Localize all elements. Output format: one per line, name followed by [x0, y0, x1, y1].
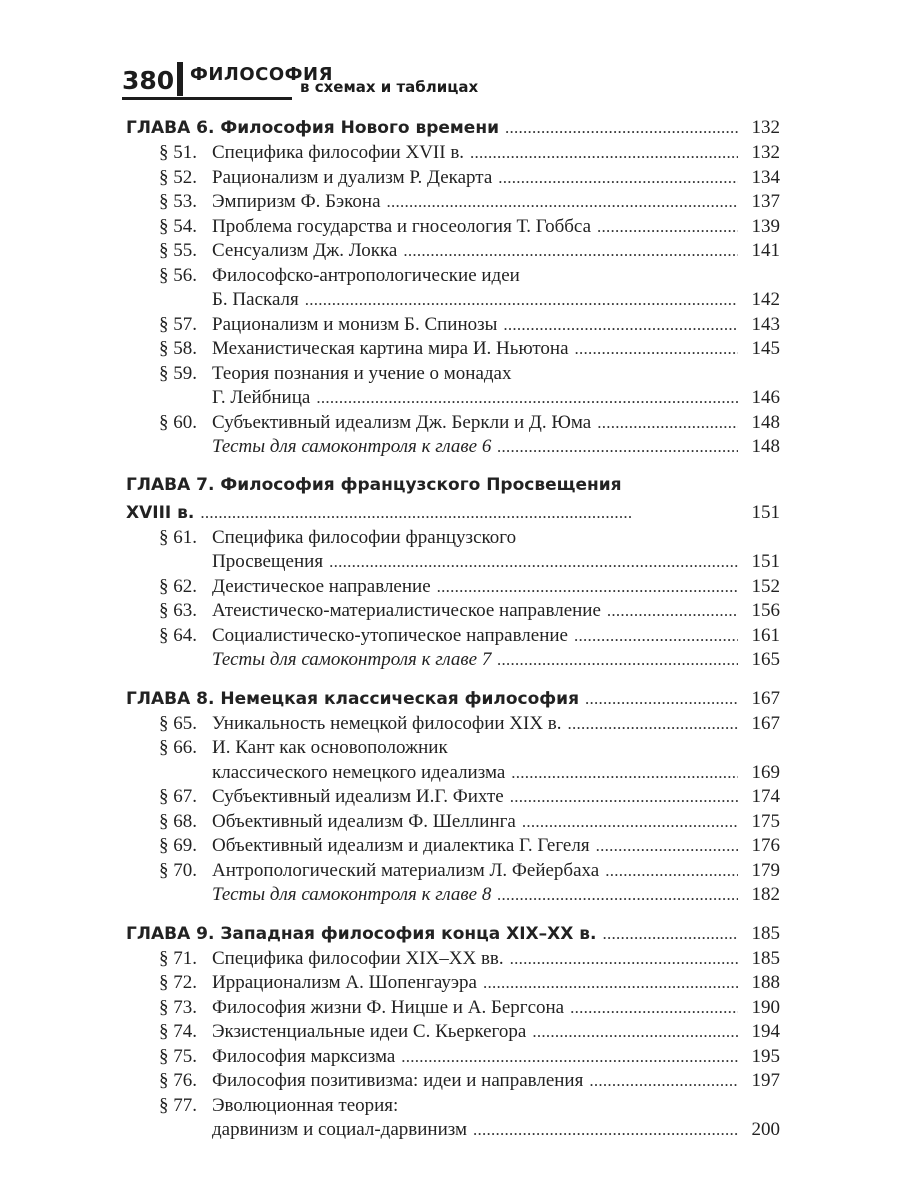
section-number: § 76. — [159, 1070, 197, 1091]
section-number: § 54. — [159, 215, 197, 237]
dot-leader — [498, 166, 738, 191]
table-of-contents — [126, 114, 780, 1143]
dot-leader — [497, 648, 738, 673]
dot-leader — [603, 920, 738, 947]
page-ref: 190 — [751, 996, 780, 1018]
toc-entry-continuation[interactable] — [126, 550, 780, 575]
book-title: ФИЛОСОФИЯ — [190, 64, 333, 85]
toc-entry[interactable] — [126, 190, 780, 215]
dot-leader — [305, 288, 738, 313]
section-number: § 71. — [159, 947, 197, 969]
dot-leader — [522, 810, 738, 835]
page-ref: 195 — [751, 1045, 780, 1067]
toc-tests-entry[interactable] — [126, 648, 780, 673]
section-title: Антропологический материализм Л. Фейербаха — [212, 859, 600, 881]
page-ref: 132 — [751, 117, 780, 138]
section-title: Субъективный идеализм И.Г. Фихте — [212, 786, 504, 807]
page-ref: 188 — [751, 972, 780, 993]
section-title: Эмпиризм Ф. Бэкона — [212, 191, 381, 212]
dot-leader — [510, 947, 738, 972]
header-underline — [122, 97, 292, 100]
dot-leader — [200, 499, 738, 526]
dot-leader — [497, 883, 738, 908]
section-title: Специфика философии французского — [212, 526, 517, 548]
dot-leader — [403, 239, 738, 264]
section-title: Рационализм и дуализм Р. Декарта — [212, 166, 493, 188]
toc-entry-continuation[interactable] — [126, 761, 780, 786]
section-number: § 59. — [159, 362, 197, 384]
dot-leader — [596, 834, 738, 859]
section-title: Иррационализм А. Шопенгауэра — [212, 972, 477, 993]
dot-leader — [589, 1069, 738, 1094]
toc-entry[interactable] — [126, 526, 780, 551]
section-number: § 60. — [159, 411, 197, 433]
section-title: Проблема государства и гносеология Т. Гоббса — [212, 215, 592, 237]
section-number: § 64. — [159, 624, 197, 646]
dot-leader — [570, 996, 738, 1021]
dot-leader — [585, 685, 738, 712]
section-title: Объективный идеализм и диалектика Г. Гегеля — [212, 835, 590, 856]
toc-entry-continuation[interactable] — [126, 1118, 780, 1143]
section-title: Философско-антропологические идеи — [212, 264, 520, 286]
toc-entry-continuation[interactable] — [126, 386, 780, 411]
toc-entry[interactable] — [126, 859, 780, 884]
dot-leader — [568, 712, 738, 737]
page-ref: 134 — [751, 166, 780, 188]
page-ref: 141 — [751, 240, 780, 261]
toc-tests-entry[interactable] — [126, 435, 780, 460]
section-title: Специфика философии XIX–XX вв. — [212, 947, 504, 969]
section-number: § 69. — [159, 835, 197, 856]
toc-entry[interactable] — [126, 736, 780, 761]
toc-entry[interactable] — [126, 1094, 780, 1119]
dot-leader — [316, 386, 738, 411]
section-number: § 61. — [159, 526, 197, 548]
page-ref: 197 — [751, 1070, 780, 1091]
page-ref: 185 — [751, 947, 780, 969]
toc-entry[interactable] — [126, 834, 780, 859]
page-ref: 167 — [751, 687, 780, 709]
dot-leader — [387, 190, 738, 215]
tests-title: Тесты для самоконтроля к главе 8 — [212, 884, 492, 905]
chapter-heading[interactable] — [126, 685, 780, 712]
toc-entry[interactable] — [126, 1020, 780, 1045]
toc-entry[interactable] — [126, 971, 780, 996]
page-ref: 182 — [751, 884, 780, 905]
page-ref: 148 — [751, 411, 780, 433]
section-title: Механистическая картина мира И. Ньютона — [212, 338, 569, 359]
page-ref: 200 — [751, 1119, 780, 1140]
toc-entry[interactable] — [126, 141, 780, 166]
chapter-heading[interactable] — [126, 114, 780, 141]
section-title: Объективный идеализм Ф. Шеллинга — [212, 810, 516, 832]
section-number: § 65. — [159, 712, 197, 734]
toc-entry[interactable] — [126, 362, 780, 387]
toc-entry[interactable] — [126, 215, 780, 240]
page-ref: 185 — [751, 922, 780, 944]
dot-leader — [575, 337, 738, 362]
dot-leader — [607, 599, 738, 624]
page-ref: 167 — [751, 712, 780, 734]
page-ref: 145 — [751, 338, 780, 359]
chapter-title: ГЛАВА 9. Западная философия конца XIX–XX в. — [126, 923, 597, 944]
dot-leader — [497, 435, 738, 460]
dot-leader — [401, 1045, 738, 1070]
section-number: § 74. — [159, 1021, 197, 1042]
section-number: § 72. — [159, 972, 197, 993]
tests-title: Тесты для самоконтроля к главе 6 — [212, 436, 492, 457]
toc-entry[interactable] — [126, 239, 780, 264]
section-title: Философия марксизма — [212, 1045, 396, 1067]
dot-leader — [605, 859, 738, 884]
header-bar — [177, 62, 183, 96]
section-number: § 53. — [159, 191, 197, 212]
toc-entry-continuation[interactable] — [126, 288, 780, 313]
dot-leader — [505, 114, 738, 141]
toc-entry[interactable] — [126, 166, 780, 191]
section-title: Философия жизни Ф. Ницше и А. Бергсона — [212, 996, 565, 1018]
page-ref: 151 — [751, 551, 780, 572]
page-ref: 175 — [751, 810, 780, 832]
section-number: § 52. — [159, 166, 197, 188]
section-number: § 63. — [159, 600, 197, 621]
toc-entry[interactable] — [126, 947, 780, 972]
section-title-continuation: Г. Лейбница — [212, 387, 311, 408]
toc-entry[interactable] — [126, 264, 780, 289]
page-ref: 174 — [751, 786, 780, 807]
page-ref: 169 — [751, 761, 780, 783]
dot-leader — [574, 624, 738, 649]
section-title: Сенсуализм Дж. Локка — [212, 240, 398, 261]
section-title: Рационализм и монизм Б. Спинозы — [212, 313, 498, 335]
page-ref: 151 — [751, 501, 780, 523]
section-title: Специфика философии XVII в. — [212, 142, 465, 163]
dot-leader — [511, 761, 738, 786]
chapter-title: ГЛАВА 8. Немецкая классическая философия — [126, 688, 579, 709]
section-title: Атеистическо-материалистическое направление — [212, 600, 601, 621]
section-number: § 68. — [159, 810, 197, 832]
dot-leader — [532, 1020, 738, 1045]
toc-entry[interactable] — [126, 712, 780, 737]
toc-entry[interactable] — [126, 599, 780, 624]
toc-entry[interactable] — [126, 810, 780, 835]
dot-leader — [473, 1118, 738, 1143]
page-ref: 132 — [751, 142, 780, 163]
section-title: Субъективный идеализм Дж. Беркли и Д. Юма — [212, 411, 592, 433]
dot-leader — [510, 785, 738, 810]
section-title: Философия позитивизма: идеи и направления — [212, 1070, 584, 1091]
page-ref: 176 — [751, 835, 780, 856]
page-ref: 142 — [751, 289, 780, 310]
toc-entry[interactable] — [126, 624, 780, 649]
section-number: § 66. — [159, 737, 197, 758]
page-ref: 165 — [751, 649, 780, 670]
section-title: Деистическое направление — [212, 575, 431, 597]
section-title: Эволюционная теория: — [212, 1094, 399, 1116]
page-ref: 137 — [751, 191, 780, 212]
toc-entry[interactable] — [126, 337, 780, 362]
section-number: § 77. — [159, 1094, 197, 1116]
section-number: § 73. — [159, 996, 197, 1018]
section-number: § 75. — [159, 1045, 197, 1067]
page-ref: 146 — [751, 387, 780, 408]
chapter-title: ГЛАВА 7. Философия французского Просвещения — [126, 474, 622, 495]
section-number: § 62. — [159, 575, 197, 597]
section-title-continuation: Просвещения — [212, 551, 324, 572]
chapter-heading[interactable] — [126, 920, 780, 947]
page-ref: 194 — [751, 1021, 780, 1042]
dot-leader — [329, 550, 738, 575]
section-number: § 55. — [159, 240, 197, 261]
dot-leader — [597, 411, 738, 436]
page-ref: 143 — [751, 313, 780, 335]
section-number: § 56. — [159, 264, 197, 286]
page-ref: 148 — [751, 436, 780, 457]
section-title: Экзистенциальные идеи С. Кьеркегора — [212, 1021, 527, 1042]
tests-title: Тесты для самоконтроля к главе 7 — [212, 649, 492, 670]
page-ref: 156 — [751, 600, 780, 621]
section-title-continuation: дарвинизм и социал-дарвинизм — [212, 1119, 468, 1140]
dot-leader — [437, 575, 738, 600]
page-ref: 179 — [751, 859, 780, 881]
section-number: § 58. — [159, 338, 197, 359]
section-title: Уникальность немецкой философии XIX в. — [212, 712, 562, 734]
section-number: § 57. — [159, 313, 197, 335]
section-title: И. Кант как основоположник — [212, 737, 448, 758]
toc-entry[interactable] — [126, 1069, 780, 1094]
section-title-continuation: классического немецкого идеализма — [212, 761, 506, 783]
dot-leader — [470, 141, 738, 166]
toc-entry[interactable] — [126, 575, 780, 600]
chapter-title: ГЛАВА 6. Философия Нового времени — [126, 118, 499, 138]
section-title-continuation: Б. Паскаля — [212, 289, 299, 310]
page-ref: 152 — [751, 575, 780, 597]
section-title: Социалистическо-утопическое направление — [212, 624, 568, 646]
dot-leader — [503, 313, 738, 338]
toc-tests-entry[interactable] — [126, 883, 780, 908]
dot-leader — [483, 971, 738, 996]
section-number: § 51. — [159, 142, 197, 163]
section-number: § 67. — [159, 786, 197, 807]
toc-entry[interactable] — [126, 996, 780, 1021]
page-number: 380 — [122, 66, 175, 95]
toc-entry[interactable] — [126, 785, 780, 810]
chapter-heading-continuation[interactable] — [126, 499, 780, 526]
chapter-heading[interactable] — [126, 472, 780, 499]
page-ref: 161 — [751, 624, 780, 646]
toc-entry[interactable] — [126, 1045, 780, 1070]
book-subtitle: в схемах и таблицах — [300, 78, 479, 96]
page-ref: 139 — [751, 215, 780, 237]
dot-leader — [597, 215, 738, 240]
section-number: § 70. — [159, 859, 197, 881]
section-title: Теория познания и учение о монадах — [212, 362, 512, 384]
chapter-title-continuation: XVIII в. — [126, 502, 195, 523]
running-header — [122, 60, 782, 100]
toc-entry[interactable] — [126, 313, 780, 338]
toc-entry[interactable] — [126, 411, 780, 436]
